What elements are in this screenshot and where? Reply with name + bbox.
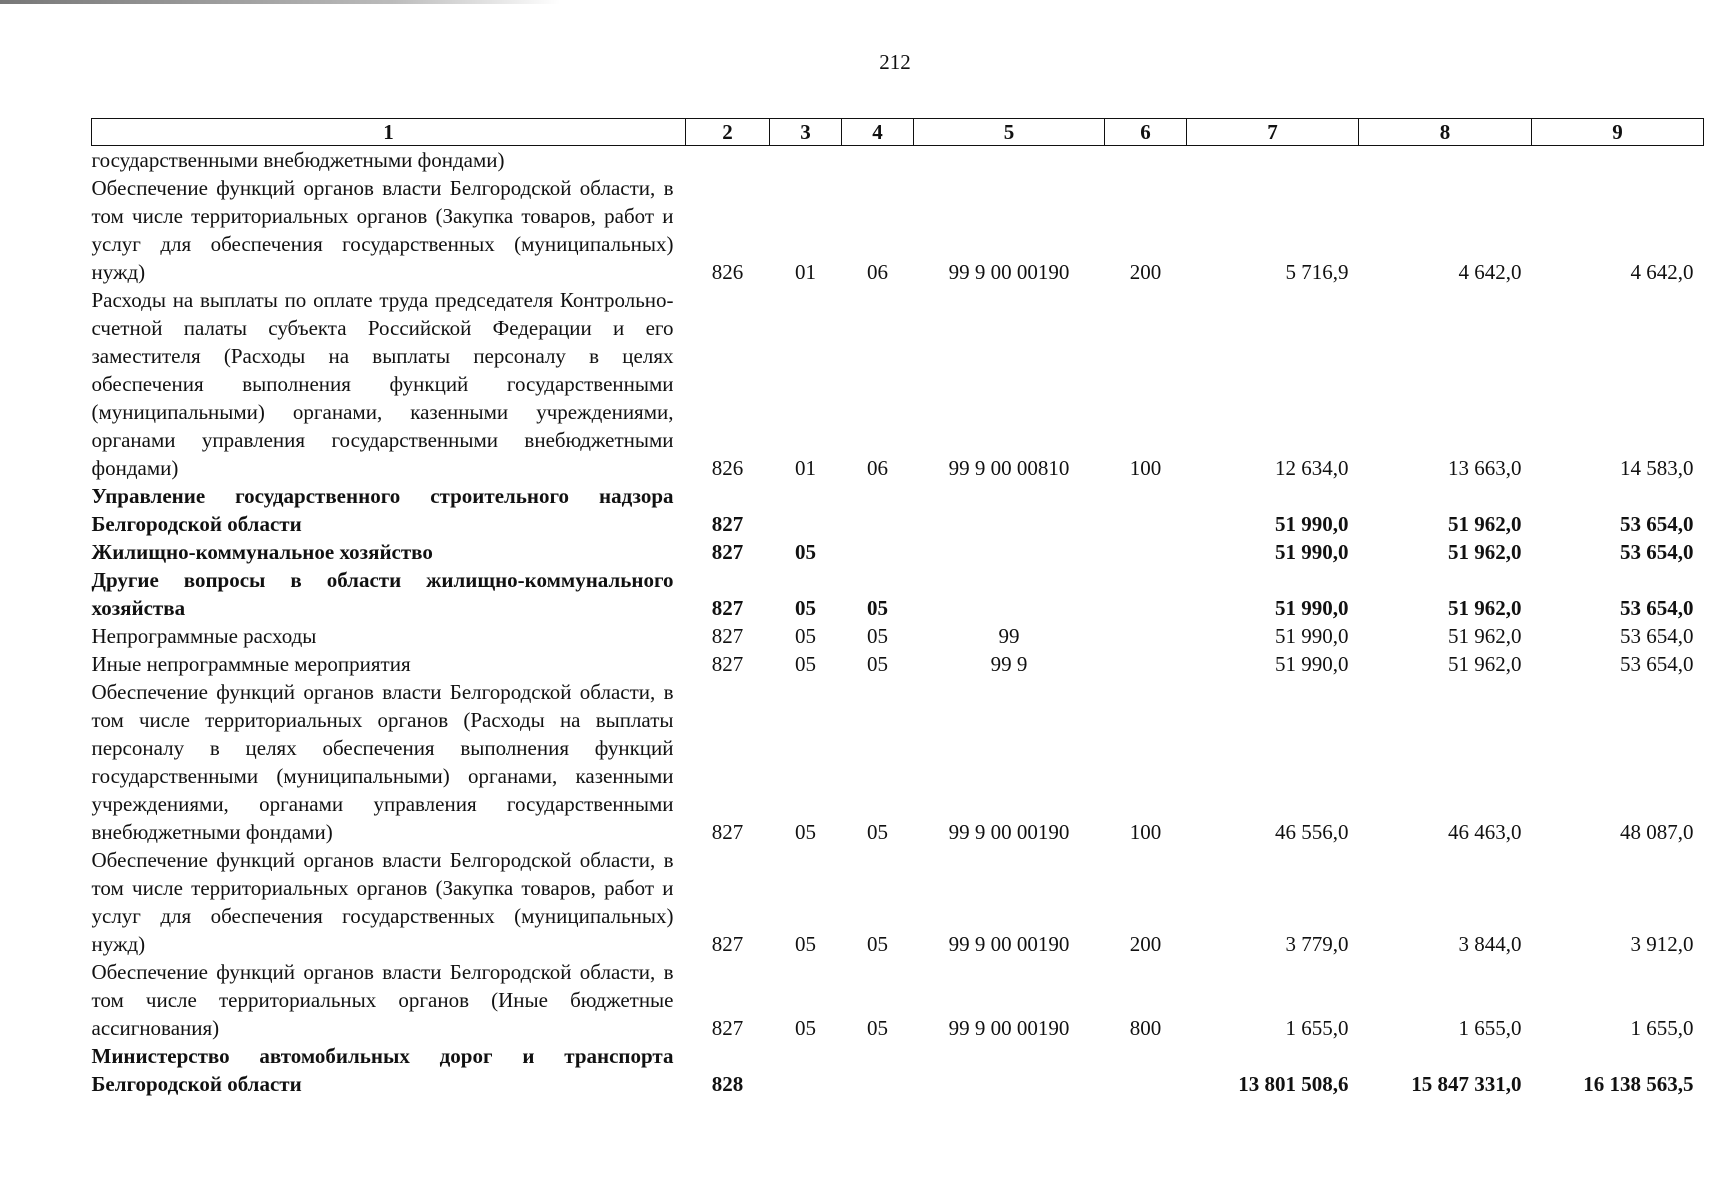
cell-rz: 01 bbox=[795, 456, 816, 480]
scan-edge-artifact bbox=[0, 0, 560, 4]
table-row bbox=[92, 846, 1704, 958]
cell-year2: 46 463,0 bbox=[1448, 820, 1522, 844]
cell-csr: 99 9 00 00190 bbox=[948, 1016, 1070, 1040]
cell-pr: 05 bbox=[867, 624, 888, 648]
cell-csr bbox=[914, 538, 1105, 566]
cell-year2: 4 642,0 bbox=[1458, 260, 1522, 284]
row-label: Жилищно-коммунальное хозяйство bbox=[91, 540, 433, 564]
table-row bbox=[92, 146, 1704, 175]
cell-year3: 53 654,0 bbox=[1620, 624, 1694, 648]
page-number: 212 bbox=[879, 50, 911, 74]
cell-pr: 05 bbox=[867, 932, 888, 956]
cell-vr bbox=[1105, 622, 1187, 650]
cell-year1: 13 801 508,6 bbox=[1238, 1072, 1349, 1096]
cell-pr: 06 bbox=[867, 456, 888, 480]
budget-table-sheet bbox=[91, 118, 1703, 1098]
cell-year3: 53 654,0 bbox=[1620, 540, 1694, 564]
table-row bbox=[92, 650, 1704, 678]
table-row bbox=[92, 286, 1704, 482]
row-label: Иные непрограммные мероприятия bbox=[91, 652, 411, 676]
cell-csr: 99 9 00 00810 bbox=[948, 456, 1070, 480]
cell-gr: 826 bbox=[711, 456, 744, 480]
cell-year2 bbox=[1359, 146, 1532, 175]
cell-pr: 06 bbox=[867, 260, 888, 284]
cell-rz: 05 bbox=[795, 820, 816, 844]
cell-pr: 05 bbox=[867, 820, 888, 844]
cell-vr bbox=[1105, 1042, 1187, 1098]
cell-gr: 827 bbox=[711, 596, 744, 620]
row-label: государственными внебюджетными фондами) bbox=[91, 148, 505, 172]
column-header-9: 9 bbox=[1532, 119, 1704, 146]
budget-table bbox=[91, 118, 1704, 1098]
cell-csr: 99 9 00 00190 bbox=[948, 260, 1070, 284]
cell-pr: 05 bbox=[867, 1016, 888, 1040]
cell-gr bbox=[686, 146, 770, 175]
cell-year1: 51 990,0 bbox=[1275, 596, 1349, 620]
row-label: Другие вопросы в области жилищно-коммунального хозяйства bbox=[91, 568, 674, 620]
cell-vr bbox=[1105, 482, 1187, 538]
cell-year1: 5 716,9 bbox=[1285, 260, 1349, 284]
cell-gr: 827 bbox=[711, 624, 744, 648]
cell-gr: 827 bbox=[711, 540, 744, 564]
cell-vr bbox=[1105, 538, 1187, 566]
column-header-6: 6 bbox=[1105, 119, 1187, 146]
cell-year1: 51 990,0 bbox=[1275, 652, 1349, 676]
cell-year2: 51 962,0 bbox=[1448, 540, 1522, 564]
cell-pr: 05 bbox=[867, 596, 888, 620]
cell-gr: 827 bbox=[711, 932, 744, 956]
cell-vr bbox=[1105, 566, 1187, 622]
cell-csr: 99 9 bbox=[990, 652, 1028, 676]
row-label: Обеспечение функций органов власти Белгородской области, в том числе территориальных органов (Закупка товаров, работ и услуг для обеспечения государственных (муниципальных) нужд) bbox=[91, 848, 674, 956]
cell-rz: 05 bbox=[795, 652, 816, 676]
cell-year3: 1 655,0 bbox=[1630, 1016, 1694, 1040]
cell-year2: 51 962,0 bbox=[1448, 512, 1522, 536]
cell-gr: 827 bbox=[711, 652, 744, 676]
column-header-8: 8 bbox=[1359, 119, 1532, 146]
row-label: Управление государственного строительного надзора Белгородской области bbox=[91, 484, 674, 536]
cell-rz bbox=[770, 1042, 842, 1098]
cell-year2: 51 962,0 bbox=[1448, 652, 1522, 676]
table-row bbox=[92, 678, 1704, 846]
cell-year2: 51 962,0 bbox=[1448, 624, 1522, 648]
cell-vr: 100 bbox=[1129, 820, 1162, 844]
column-header-7: 7 bbox=[1187, 119, 1359, 146]
cell-year3: 16 138 563,5 bbox=[1583, 1072, 1694, 1096]
cell-year3: 14 583,0 bbox=[1620, 456, 1694, 480]
column-header-5: 5 bbox=[914, 119, 1105, 146]
table-row bbox=[92, 538, 1704, 566]
row-label: Обеспечение функций органов власти Белгородской области, в том числе территориальных органов (Расходы на выплаты персоналу в целях обеспечения выполнения функций государственными (муниципальными) органами, казенными учреждениями, органами управления государственными внебюджетными фондами) bbox=[91, 680, 674, 844]
cell-vr: 100 bbox=[1129, 456, 1162, 480]
cell-csr bbox=[914, 1042, 1105, 1098]
cell-year2: 3 844,0 bbox=[1458, 932, 1522, 956]
column-header-1: 1 bbox=[92, 119, 686, 146]
cell-rz: 01 bbox=[795, 260, 816, 284]
cell-rz: 05 bbox=[795, 932, 816, 956]
cell-pr bbox=[842, 1042, 914, 1098]
cell-csr bbox=[914, 482, 1105, 538]
cell-rz bbox=[770, 482, 842, 538]
cell-year1: 51 990,0 bbox=[1275, 512, 1349, 536]
cell-year1: 12 634,0 bbox=[1275, 456, 1349, 480]
cell-year1: 51 990,0 bbox=[1275, 540, 1349, 564]
cell-pr bbox=[842, 482, 914, 538]
cell-rz: 05 bbox=[795, 1016, 816, 1040]
table-row bbox=[92, 566, 1704, 622]
cell-year2: 13 663,0 bbox=[1448, 456, 1522, 480]
cell-year3: 53 654,0 bbox=[1620, 512, 1694, 536]
cell-year3: 4 642,0 bbox=[1630, 260, 1694, 284]
cell-year3 bbox=[1532, 146, 1704, 175]
cell-year1 bbox=[1187, 146, 1359, 175]
cell-year1: 3 779,0 bbox=[1285, 932, 1349, 956]
cell-year3: 53 654,0 bbox=[1620, 596, 1694, 620]
cell-vr: 800 bbox=[1129, 1016, 1162, 1040]
column-header-3: 3 bbox=[770, 119, 842, 146]
cell-pr bbox=[842, 146, 914, 175]
cell-rz: 05 bbox=[795, 596, 816, 620]
cell-rz: 05 bbox=[795, 624, 816, 648]
header-row bbox=[92, 119, 1704, 146]
cell-rz bbox=[770, 146, 842, 175]
cell-gr: 827 bbox=[711, 1016, 744, 1040]
column-header-2: 2 bbox=[686, 119, 770, 146]
table-row bbox=[92, 958, 1704, 1042]
cell-year1: 1 655,0 bbox=[1285, 1016, 1349, 1040]
cell-year2: 1 655,0 bbox=[1458, 1016, 1522, 1040]
cell-year1: 46 556,0 bbox=[1275, 820, 1349, 844]
cell-csr: 99 9 00 00190 bbox=[948, 820, 1070, 844]
cell-csr: 99 bbox=[998, 624, 1020, 648]
cell-gr: 826 bbox=[711, 260, 744, 284]
cell-year2: 51 962,0 bbox=[1448, 596, 1522, 620]
cell-vr: 200 bbox=[1129, 932, 1162, 956]
cell-year1: 51 990,0 bbox=[1275, 624, 1349, 648]
row-label: Министерство автомобильных дорог и транспорта Белгородской области bbox=[91, 1044, 674, 1096]
cell-year3: 3 912,0 bbox=[1630, 932, 1694, 956]
cell-gr: 827 bbox=[711, 512, 744, 536]
cell-csr: 99 9 00 00190 bbox=[948, 932, 1070, 956]
row-label: Расходы на выплаты по оплате труда председателя Контрольно-счетной палаты субъекта Российской Федерации и его заместителя (Расходы на выплаты персоналу в целях обеспечения выполнения функций государственными (муниципальными) органами, казенными учреждениями, органами управления государственными внебюджетными фондами) bbox=[91, 288, 674, 480]
cell-gr: 828 bbox=[711, 1072, 744, 1096]
table-row bbox=[92, 482, 1704, 538]
cell-year2: 15 847 331,0 bbox=[1411, 1072, 1522, 1096]
row-label: Непрограммные расходы bbox=[91, 624, 317, 648]
cell-pr: 05 bbox=[867, 652, 888, 676]
table-body bbox=[92, 146, 1704, 1099]
cell-gr: 827 bbox=[711, 820, 744, 844]
cell-rz: 05 bbox=[795, 540, 816, 564]
table-row bbox=[92, 1042, 1704, 1098]
cell-year3: 53 654,0 bbox=[1620, 652, 1694, 676]
cell-vr bbox=[1105, 650, 1187, 678]
column-header-4: 4 bbox=[842, 119, 914, 146]
table-row bbox=[92, 174, 1704, 286]
cell-vr bbox=[1105, 146, 1187, 175]
cell-vr: 200 bbox=[1129, 260, 1162, 284]
cell-csr bbox=[914, 146, 1105, 175]
table-row bbox=[92, 622, 1704, 650]
cell-year3: 48 087,0 bbox=[1620, 820, 1694, 844]
cell-pr bbox=[842, 538, 914, 566]
row-label: Обеспечение функций органов власти Белгородской области, в том числе территориальных органов (Иные бюджетные ассигнования) bbox=[91, 960, 674, 1040]
row-label: Обеспечение функций органов власти Белгородской области, в том числе территориальных органов (Закупка товаров, работ и услуг для обеспечения государственных (муниципальных) нужд) bbox=[91, 176, 674, 284]
cell-csr bbox=[914, 566, 1105, 622]
